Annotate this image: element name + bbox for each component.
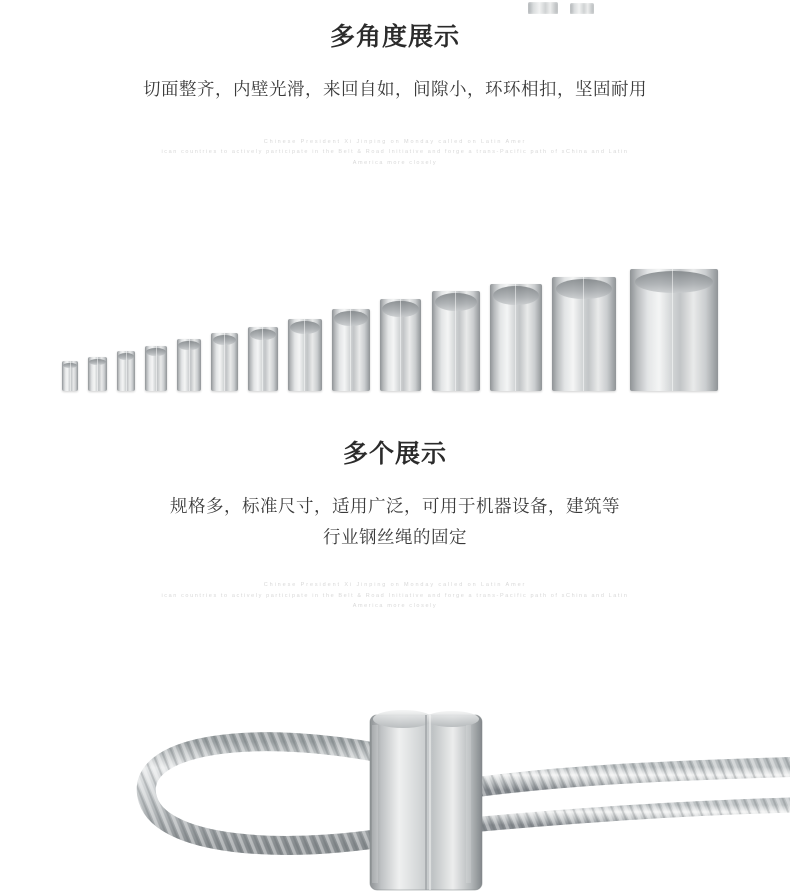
watermark-line-1: Chinese President Xi Jinping on Monday called on Latin Amer xyxy=(263,582,527,589)
wire-rope-illustration xyxy=(0,705,790,895)
wire-rope-photo xyxy=(0,705,790,895)
watermark-line-3: America more closely xyxy=(352,603,438,610)
watermark-line-1: Chinese President Xi Jinping on Monday called on Latin Amer xyxy=(263,138,527,145)
section-title-multi-count: 多个展示 xyxy=(342,439,447,468)
ferrule-item xyxy=(490,284,542,391)
ferrule-item xyxy=(62,361,78,391)
watermark-line-2: ican countries to actively participate in the Belt & Road Initiative and forge a trans-Pacific path of sChina and Latin xyxy=(161,149,629,156)
section-multi-angle xyxy=(0,0,790,391)
ferrule-item xyxy=(288,319,322,391)
watermark-text-2 xyxy=(0,580,790,611)
ferrule-item xyxy=(552,277,616,391)
ferrule-item xyxy=(145,346,167,391)
aluminum-ferrule-clamp xyxy=(370,710,482,890)
section-subtitle-multi-count-line2: 行业钢丝绳的固定 xyxy=(323,526,467,547)
section-subtitle-multi-angle: 切面整齐，内壁光滑，来回自如，间隙小，环环相扣，坚固耐用 xyxy=(143,79,647,99)
ferrule-item xyxy=(248,327,278,391)
ferrule-item xyxy=(380,299,421,391)
ferrule-item xyxy=(177,339,201,391)
section-multi-count xyxy=(0,391,790,612)
ferrule-item xyxy=(432,291,480,391)
ferrule-size-lineup xyxy=(0,226,790,391)
ferrule-item xyxy=(211,333,238,391)
ferrule-item xyxy=(630,269,718,391)
ferrule-item xyxy=(88,357,107,391)
rope-tail xyxy=(455,767,790,825)
section-title-multi-angle: 多角度展示 xyxy=(329,23,460,51)
section-subtitle-multi-count-line1: 规格多，标准尺寸，适用广泛，可用于机器设备，建筑等 xyxy=(170,495,620,516)
watermark-text-1 xyxy=(0,137,790,168)
watermark-line-3: America more closely xyxy=(352,159,438,166)
watermark-line-2: ican countries to actively participate in the Belt & Road Initiative and forge a trans-Pacific path of sChina and Latin xyxy=(161,592,629,599)
ferrule-item xyxy=(332,309,370,391)
ferrule-item xyxy=(117,351,135,391)
